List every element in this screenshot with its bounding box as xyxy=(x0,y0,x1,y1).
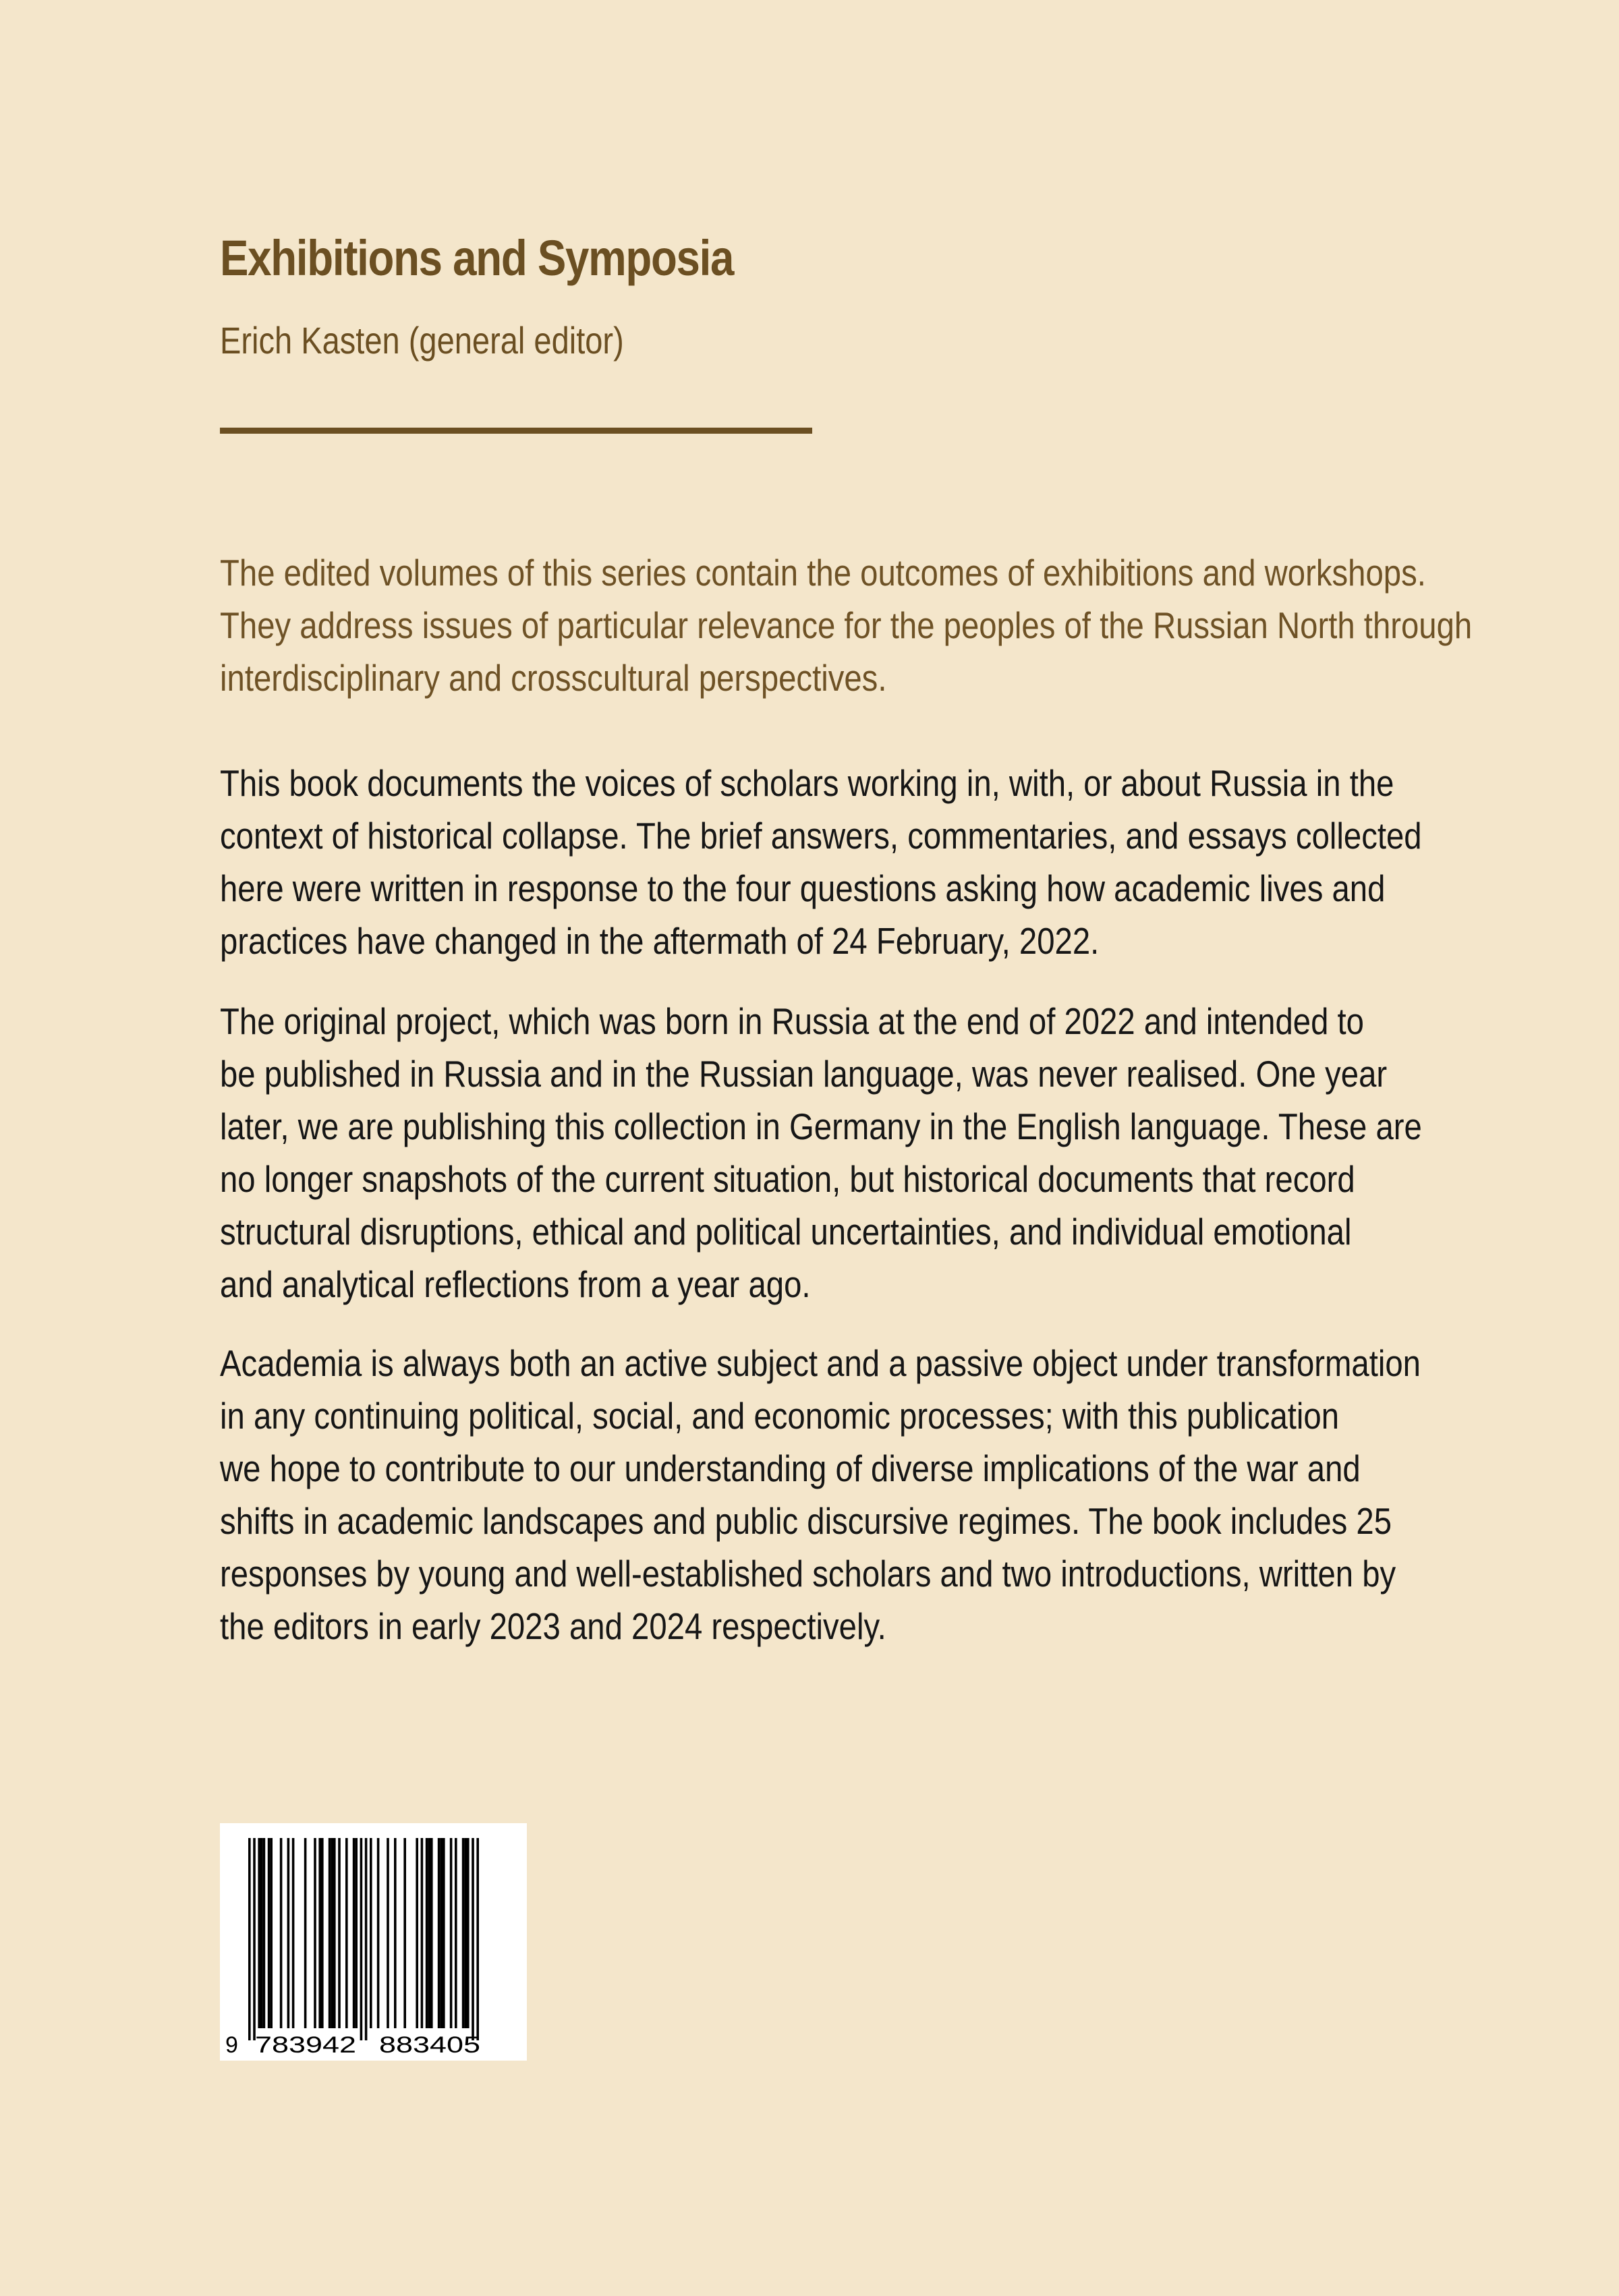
barcode-bar xyxy=(258,1838,260,2028)
paragraph-line: responses by young and well-established scholars and two introductions, written by xyxy=(220,1553,1396,1595)
barcode-bar xyxy=(304,1838,307,2028)
book-description-paragraph-1 xyxy=(220,757,1422,967)
paragraph-line: structural disruptions, ethical and political uncertainties, and individual emotional xyxy=(220,1211,1352,1253)
barcode-bar xyxy=(345,1838,348,2028)
barcode-bar xyxy=(430,1838,433,2028)
barcode-bar xyxy=(370,1838,372,2028)
barcode-bar xyxy=(476,1838,479,2040)
paragraph-line: This book documents the voices of scholars working in, with, or about Russia in the xyxy=(220,762,1394,804)
series-description xyxy=(220,546,1473,704)
barcode-bars xyxy=(248,1838,479,2040)
series-description-line: The edited volumes of this series contain the outcomes of exhibitions and workshops. xyxy=(220,552,1426,594)
barcode-bar xyxy=(426,1838,428,2028)
barcode-bar xyxy=(467,1838,470,2028)
paragraph-line: shifts in academic landscapes and public discursive regimes. The book includes 25 xyxy=(220,1500,1392,1542)
series-title: Exhibitions and Symposia xyxy=(220,230,734,286)
paragraph-line: later, we are publishing this collection in Germany in the English language. These are xyxy=(220,1106,1422,1147)
barcode-bar xyxy=(440,1838,443,2028)
barcode-left-digits: 783942 xyxy=(255,2032,356,2058)
series-editor: Erich Kasten (general editor) xyxy=(220,319,624,362)
paragraph-line: be published in Russia and in the Russian language, was never realised. One year xyxy=(220,1053,1388,1095)
barcode-bar xyxy=(321,1838,324,2028)
barcode-bar xyxy=(394,1838,397,2028)
barcode-bar xyxy=(270,1838,273,2028)
barcode-bar xyxy=(318,1838,321,2028)
barcode-right-digits: 883405 xyxy=(379,2032,480,2058)
barcode-bar xyxy=(462,1838,465,2028)
barcode-bar xyxy=(416,1838,418,2028)
paragraph-line: The original project, which was born in Russia at the end of 2022 and intended to xyxy=(220,1000,1364,1042)
paragraph-line: the editors in early 2023 and 2024 respectively. xyxy=(220,1605,886,1647)
book-description-paragraph-2 xyxy=(220,995,1422,1311)
paragraph-line: no longer snapshots of the current situation, but historical documents that record xyxy=(220,1158,1355,1200)
paragraph-line: here were written in response to the four questions asking how academic lives and xyxy=(220,867,1386,909)
book-description-paragraph-3 xyxy=(220,1337,1421,1653)
paragraph-line: practices have changed in the aftermath of 24 February, 2022. xyxy=(220,920,1100,962)
series-description-line: They address issues of particular relevance for the peoples of the Russian North through xyxy=(220,604,1473,646)
barcode-bar xyxy=(455,1838,457,2028)
barcode-bar xyxy=(287,1838,290,2028)
paragraph-line: we hope to contribute to our understanding of diverse implications of the war and xyxy=(220,1447,1361,1489)
barcode-bar xyxy=(329,1838,331,2028)
barcode-first-digit: 9 xyxy=(225,2032,238,2058)
barcode-graphic xyxy=(220,1823,527,2061)
barcode-bar xyxy=(263,1838,266,2028)
title-divider xyxy=(220,428,812,434)
barcode-bar xyxy=(314,1838,316,2028)
paragraph-line: Academia is always both an active subject and a passive object under transformation xyxy=(220,1342,1421,1384)
barcode-bar xyxy=(450,1838,453,2028)
barcode-bar xyxy=(387,1838,389,2028)
paragraph-line: context of historical collapse. The brief answers, commentaries, and essays collected xyxy=(220,815,1422,857)
barcode-bar xyxy=(443,1838,445,2028)
barcode-bar xyxy=(365,1838,368,2040)
barcode-bar xyxy=(403,1838,406,2028)
barcode-bar xyxy=(338,1838,341,2028)
barcode-bar xyxy=(268,1838,271,2028)
barcode-bar xyxy=(280,1838,283,2028)
paragraph-line: in any continuing political, social, and economic processes; with this publication xyxy=(220,1395,1340,1437)
barcode-bar xyxy=(260,1838,263,2028)
barcode-bar xyxy=(333,1838,336,2028)
barcode-bar xyxy=(292,1838,295,2028)
series-description-line: interdisciplinary and crosscultural perspectives. xyxy=(220,657,887,699)
barcode-bar xyxy=(377,1838,380,2028)
barcode-bar xyxy=(360,1838,363,2040)
barcode-bar xyxy=(421,1838,424,2028)
isbn-barcode xyxy=(220,1823,527,2061)
barcode-bar xyxy=(253,1838,256,2040)
barcode-bar xyxy=(438,1838,441,2028)
paragraph-line: and analytical reflections from a year ago. xyxy=(220,1263,811,1305)
barcode-bar xyxy=(353,1838,356,2028)
barcode-bar xyxy=(464,1838,467,2028)
barcode-bar xyxy=(355,1838,358,2028)
barcode-bar xyxy=(248,1838,251,2040)
barcode-bar xyxy=(472,1838,474,2040)
barcode-bar xyxy=(428,1838,430,2028)
barcode-bar xyxy=(331,1838,333,2028)
